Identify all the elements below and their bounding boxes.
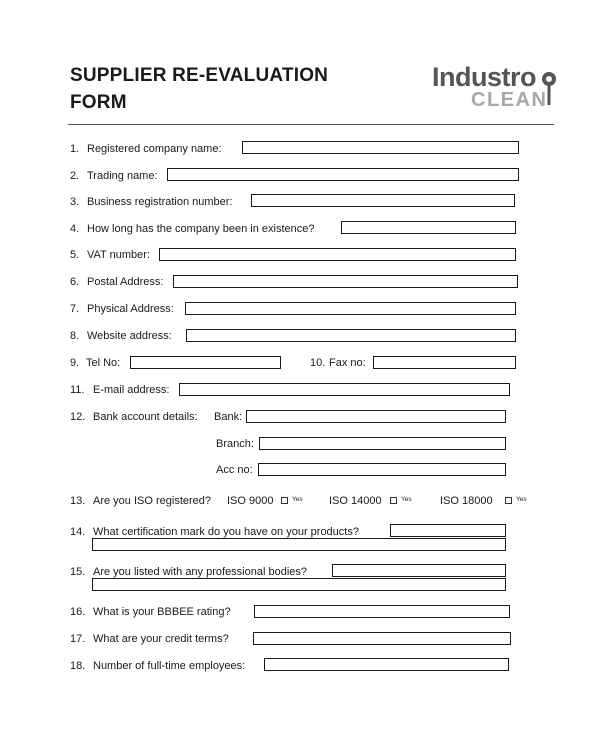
q17-number: 17. <box>70 633 86 645</box>
fax-no-field[interactable] <box>373 356 516 369</box>
q16-label: What is your BBBEE rating? <box>93 606 231 618</box>
iso-18000-label: ISO 18000 <box>440 495 493 507</box>
q14-number: 14. <box>70 526 86 538</box>
q7-number: 7. <box>70 303 80 315</box>
company-existence-field[interactable] <box>341 221 516 234</box>
q1-number: 1. <box>70 143 80 155</box>
trading-name-field[interactable] <box>167 168 519 181</box>
q3-label: Business registration number: <box>87 196 233 208</box>
q13-label: Are you ISO registered? <box>93 495 212 507</box>
q3-number: 3. <box>70 196 80 208</box>
q6-number: 6. <box>70 276 80 288</box>
credit-terms-field[interactable] <box>253 632 511 645</box>
q10-number: 10. <box>310 357 326 369</box>
q1-label: Registered company name: <box>87 143 222 155</box>
form-title-line1: SUPPLIER RE-EVALUATION <box>70 65 329 86</box>
q9-number: 9. <box>70 357 80 369</box>
branch-label: Branch: <box>216 438 254 450</box>
bank-field[interactable] <box>246 410 506 423</box>
physical-address-field[interactable] <box>185 302 516 315</box>
q11-label: E-mail address: <box>93 384 170 396</box>
postal-address-field[interactable] <box>173 275 518 288</box>
q8-number: 8. <box>70 330 80 342</box>
iso-9000-checkbox[interactable] <box>281 497 288 504</box>
vat-number-field[interactable] <box>159 248 516 261</box>
q7-label: Physical Address: <box>87 303 174 315</box>
q5-label: VAT number: <box>87 249 150 261</box>
professional-bodies-field-continued[interactable] <box>92 578 506 591</box>
website-address-field[interactable] <box>186 329 516 342</box>
professional-bodies-field[interactable] <box>332 564 506 577</box>
q4-number: 4. <box>70 223 80 235</box>
q12-number: 12. <box>70 411 86 423</box>
iso-14000-label: ISO 14000 <box>329 495 382 507</box>
q18-number: 18. <box>70 660 86 672</box>
bbbee-rating-field[interactable] <box>254 605 510 618</box>
iso-14000-checkbox[interactable] <box>390 497 397 504</box>
iso-18000-yes-label: Yes <box>516 496 527 503</box>
acc-no-field[interactable] <box>258 463 506 476</box>
q12-label: Bank account details: <box>93 411 198 423</box>
business-registration-number-field[interactable] <box>251 194 515 207</box>
iso-9000-yes-label: Yes <box>292 496 303 503</box>
branch-field[interactable] <box>259 437 506 450</box>
certification-mark-field-continued[interactable] <box>92 538 506 551</box>
q15-number: 15. <box>70 566 86 578</box>
form-title <box>70 62 328 116</box>
full-time-employees-field[interactable] <box>264 658 509 671</box>
q16-number: 16. <box>70 606 86 618</box>
q2-number: 2. <box>70 170 80 182</box>
q17-label: What are your credit terms? <box>93 633 229 645</box>
email-address-field[interactable] <box>179 383 510 396</box>
q15-label: Are you listed with any professional bodies? <box>93 566 308 578</box>
acc-no-label: Acc no: <box>216 464 253 476</box>
logo-wordmark-top: Industro <box>432 62 536 92</box>
q11-number: 11. <box>70 384 85 396</box>
certification-mark-field[interactable] <box>390 524 506 537</box>
bank-label: Bank: <box>214 411 243 423</box>
q14-label: What certification mark do you have on your products? <box>93 526 359 538</box>
tel-no-field[interactable] <box>130 356 281 369</box>
q8-label: Website address: <box>87 330 172 342</box>
q4-label: How long has the company been in existence? <box>87 223 315 235</box>
iso-9000-label: ISO 9000 <box>227 495 274 507</box>
q10-label: Fax no: <box>329 357 366 369</box>
header-divider <box>68 124 554 125</box>
q6-label: Postal Address: <box>87 276 164 288</box>
company-logo <box>432 62 567 112</box>
logo-drop-icon <box>541 66 557 110</box>
form-title-line2: FORM <box>70 92 127 113</box>
iso-14000-yes-label: Yes <box>401 496 412 503</box>
registered-company-name-field[interactable] <box>242 141 519 154</box>
iso-18000-checkbox[interactable] <box>505 497 512 504</box>
q9-label: Tel No: <box>86 357 121 369</box>
q2-label: Trading name: <box>87 170 158 182</box>
q13-number: 13. <box>70 495 86 507</box>
q18-label: Number of full-time employees: <box>93 660 246 672</box>
logo-wordmark-bottom: CLEAN <box>471 89 548 111</box>
q5-number: 5. <box>70 249 80 261</box>
